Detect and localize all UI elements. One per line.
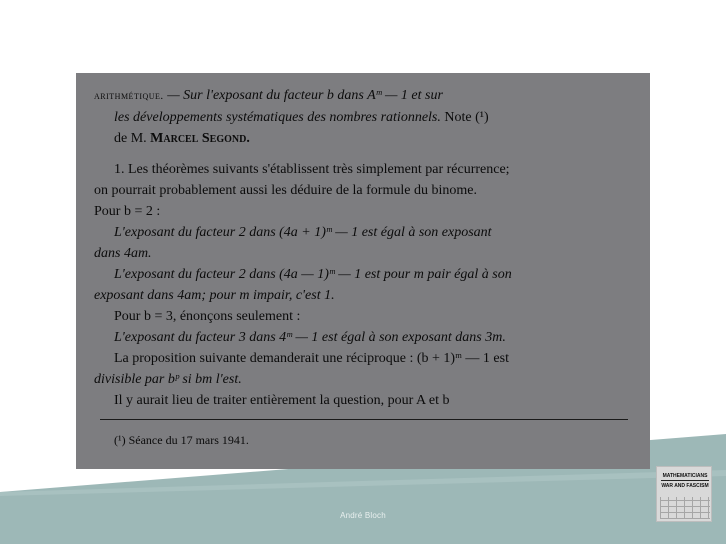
footnote: (¹) Séance du 17 mars 1941. bbox=[114, 433, 249, 447]
heading-author: Marcel Segond. bbox=[150, 131, 250, 146]
heading-line-1 bbox=[94, 85, 634, 107]
logo-title-line-1: MATHEMATICIANS bbox=[662, 473, 708, 479]
text-line: Pour b = 3, énonçons seulement : bbox=[114, 309, 301, 324]
text-line: L'exposant du facteur 3 dans 4ᵐ — 1 est égal à son exposant dans 3m. bbox=[114, 330, 506, 345]
heading-subject-cont: les développements systématiques des nombres rationnels. bbox=[114, 110, 441, 125]
text-line: L'exposant du facteur 2 dans (4a — 1)ᵐ — 1 est pour m pair égal à son bbox=[114, 267, 512, 282]
text-line: on pourrait probablement aussi les déduire de la formule du binome. bbox=[94, 183, 477, 198]
text-line: divisible par bᵖ si bm l'est. bbox=[94, 372, 242, 387]
section-title: arithmétique. bbox=[94, 90, 164, 102]
text-line: La proposition suivante demanderait une réciproque : (b + 1)ᵐ — 1 est bbox=[114, 351, 509, 366]
heading-line-3 bbox=[94, 128, 634, 149]
logo-divider bbox=[661, 480, 709, 481]
text-line: L'exposant du facteur 2 dans (4a + 1)ᵐ — 1 est égal à son exposant bbox=[114, 225, 492, 240]
text-line: Pour b = 2 : bbox=[94, 204, 161, 219]
logo-image bbox=[660, 497, 710, 519]
logo-title-line-2: WAR AND FASCISM bbox=[661, 483, 709, 489]
text-line: 1. Les théorèmes suivants s'établissent très simplement par récurrence; bbox=[114, 162, 510, 177]
text-line: dans 4am. bbox=[94, 246, 152, 261]
body-text bbox=[94, 159, 634, 411]
heading-line-2 bbox=[94, 107, 634, 128]
heading-author-prefix: de M. bbox=[114, 131, 147, 146]
footer-author: André Bloch bbox=[340, 511, 386, 520]
heading-note: Note (¹) bbox=[444, 110, 489, 125]
book-cover-logo bbox=[656, 466, 712, 522]
footnote-rule bbox=[100, 419, 628, 420]
heading-subject: — Sur l'exposant du facteur b dans Aᵐ — 1 et sur bbox=[167, 88, 443, 103]
text-line: exposant dans 4am; pour m impair, c'est 1. bbox=[94, 288, 335, 303]
text-line: Il y aurait lieu de traiter entièrement la question, pour A et b bbox=[114, 393, 450, 408]
document-scan bbox=[76, 73, 650, 469]
